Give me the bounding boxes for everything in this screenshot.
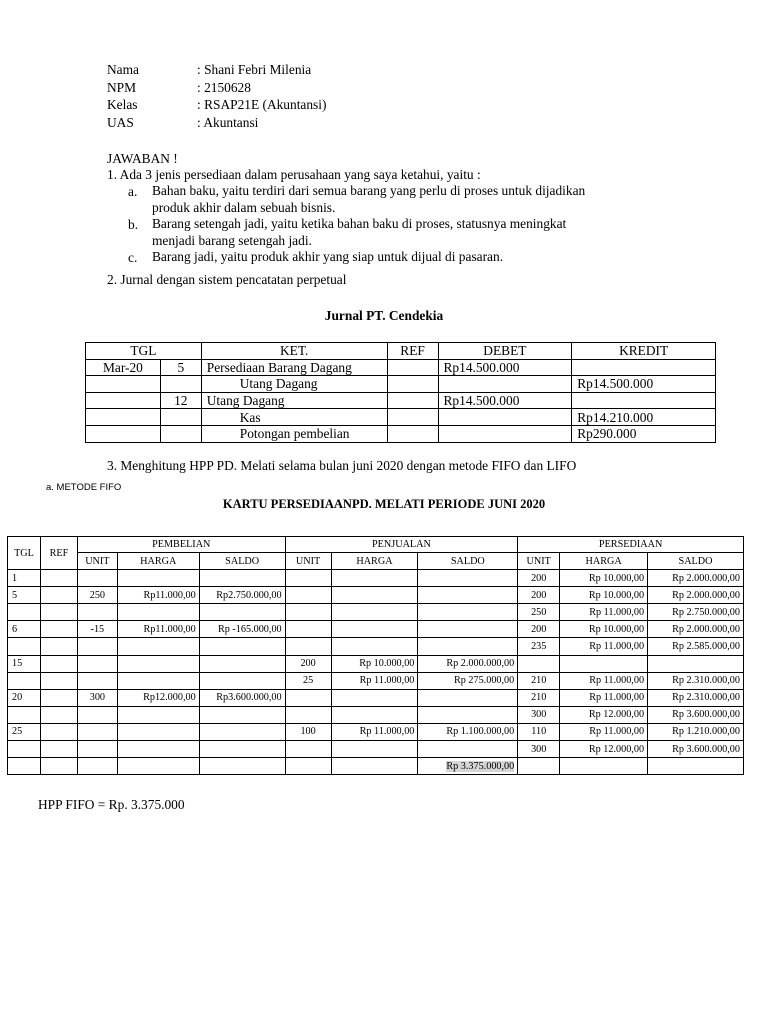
card-cell-buy-unit: 250 <box>77 587 117 604</box>
journal-cell-day <box>160 409 201 426</box>
card-row <box>8 570 744 587</box>
card-cell-ref <box>40 706 77 723</box>
card-cell-stock-saldo: Rp 2.310.000,00 <box>648 672 744 689</box>
card-header-tgl: TGL <box>8 537 41 570</box>
card-cell-stock-unit: 110 <box>518 723 560 740</box>
card-header-pembelian: PEMBELIAN <box>77 537 285 553</box>
card-cell-sell-harga: Rp 11.000,00 <box>331 672 418 689</box>
journal-cell-month <box>86 409 161 426</box>
card-cell-buy-harga <box>117 570 199 587</box>
card-cell-sell-unit <box>285 621 331 638</box>
journal-cell-day: 12 <box>160 392 201 409</box>
journal-header-debet: DEBET <box>438 343 572 360</box>
card-cell-sell-saldo <box>418 638 518 655</box>
identity-block <box>107 61 326 131</box>
card-cell-buy-unit <box>77 570 117 587</box>
journal-header-row <box>86 343 716 360</box>
card-cell-sell-harga <box>331 689 418 706</box>
card-cell-stock-saldo: Rp 2.310.000,00 <box>648 689 744 706</box>
card-row <box>8 604 744 621</box>
card-cell-stock-unit <box>518 758 560 775</box>
answer-item-marker: c. <box>128 250 138 265</box>
card-cell-buy-saldo <box>199 706 285 723</box>
card-cell-sell-saldo <box>418 621 518 638</box>
identity-value: : Akuntansi <box>197 114 259 130</box>
card-cell-buy-unit <box>77 706 117 723</box>
card-cell-stock-harga <box>560 758 648 775</box>
card-cell-sell-unit: 25 <box>285 672 331 689</box>
card-cell-buy-saldo <box>199 723 285 740</box>
card-cell-sell-saldo <box>418 587 518 604</box>
journal-cell-ref <box>387 359 438 376</box>
card-cell-sell-saldo <box>418 689 518 706</box>
journal-cell-kredit: Rp14.500.000 <box>572 376 716 393</box>
answer-item-text: Bahan baku, yaitu terdiri dari semua barang yang perlu di proses untuk dijadikan produk akhir dalam sebuah bisnis. <box>152 183 586 215</box>
card-cell-sell-unit <box>285 604 331 621</box>
card-cell-buy-unit <box>77 655 117 672</box>
card-cell-sell-harga: Rp 11.000,00 <box>331 723 418 740</box>
card-cell-ref <box>40 655 77 672</box>
journal-cell-debet <box>438 425 572 442</box>
answer-item <box>128 216 627 249</box>
identity-value: : RSAP21E (Akuntansi) <box>197 97 327 113</box>
card-cell-buy-unit <box>77 604 117 621</box>
card-cell-tgl <box>8 638 41 655</box>
card-header-unit: UNIT <box>518 553 560 570</box>
card-cell-sell-saldo <box>418 604 518 621</box>
answer-item-text: Barang jadi, yaitu produk akhir yang siap untuk dijual di pasaran. <box>152 249 504 264</box>
card-cell-stock-harga: Rp 12.000,00 <box>560 706 648 723</box>
card-cell-tgl <box>8 706 41 723</box>
journal-cell-month <box>86 425 161 442</box>
card-cell-stock-harga: Rp 11.000,00 <box>560 689 648 706</box>
card-header-unit: UNIT <box>77 553 117 570</box>
journal-header-ref: REF <box>387 343 438 360</box>
card-cell-buy-saldo <box>199 758 285 775</box>
journal-cell-ket: Utang Dagang <box>201 376 387 393</box>
card-header-penjualan: PENJUALAN <box>285 537 518 553</box>
identity-row <box>107 61 326 79</box>
card-row <box>8 723 744 740</box>
card-cell-ref <box>40 621 77 638</box>
card-cell-stock-harga: Rp 10.000,00 <box>560 621 648 638</box>
card-cell-stock-saldo: Rp 2.000.000,00 <box>648 570 744 587</box>
journal-title: Jurnal PT. Cendekia <box>324 308 444 323</box>
card-cell-sell-unit <box>285 689 331 706</box>
journal-row <box>86 409 716 426</box>
card-cell-buy-saldo <box>199 638 285 655</box>
card-cell-buy-saldo: Rp -165.000,00 <box>199 621 285 638</box>
identity-row <box>107 114 326 132</box>
card-cell-stock-harga: Rp 10.000,00 <box>560 587 648 604</box>
journal-cell-ket: Potongan pembelian <box>201 425 387 442</box>
card-header-saldo: SALDO <box>648 553 744 570</box>
identity-value: : 2150628 <box>197 79 251 95</box>
card-row <box>8 672 744 689</box>
card-header-ref: REF <box>40 537 77 570</box>
card-cell-sell-harga <box>331 741 418 758</box>
journal-cell-ket: Persediaan Barang Dagang <box>201 359 387 376</box>
card-cell-stock-unit: 300 <box>518 741 560 758</box>
card-cell-buy-harga <box>117 758 199 775</box>
card-cell-buy-unit <box>77 723 117 740</box>
card-cell-ref <box>40 570 77 587</box>
card-cell-sell-unit <box>285 638 331 655</box>
card-cell-buy-harga <box>117 723 199 740</box>
card-cell-buy-saldo <box>199 570 285 587</box>
card-cell-stock-saldo: Rp 2.000.000,00 <box>648 621 744 638</box>
journal-cell-day: 5 <box>160 359 201 376</box>
card-row <box>8 655 744 672</box>
card-cell-sell-unit <box>285 587 331 604</box>
card-row <box>8 689 744 706</box>
card-header-harga: HARGA <box>331 553 418 570</box>
card-cell-stock-unit: 300 <box>518 706 560 723</box>
card-cell-ref <box>40 672 77 689</box>
inventory-card-title: KARTU PERSEDIAANPD. MELATI PERIODE JUNI 2020 <box>222 497 546 511</box>
identity-value: : Shani Febri Milenia <box>197 62 312 77</box>
journal-header-kredit: KREDIT <box>572 343 716 360</box>
journal-row <box>86 425 716 442</box>
card-cell-stock-saldo: Rp 2.000.000,00 <box>648 587 744 604</box>
journal-header-tgl: TGL <box>86 343 202 360</box>
answer-item-text: Barang setengah jadi, yaitu ketika bahan baku di proses, statusnya meningkat menjadi barang setengah jadi. <box>152 216 567 248</box>
card-row <box>8 638 744 655</box>
journal-cell-ref <box>387 376 438 393</box>
journal-cell-kredit <box>572 392 716 409</box>
card-cell-buy-harga: Rp12.000,00 <box>117 689 199 706</box>
journal-cell-day <box>160 425 201 442</box>
journal-row <box>86 359 716 376</box>
card-cell-buy-harga: Rp11.000,00 <box>117 621 199 638</box>
card-cell-stock-harga: Rp 11.000,00 <box>560 604 648 621</box>
journal-cell-debet: Rp14.500.000 <box>438 392 572 409</box>
card-cell-buy-unit <box>77 638 117 655</box>
card-cell-buy-saldo <box>199 604 285 621</box>
card-cell-buy-saldo: Rp2.750.000,00 <box>199 587 285 604</box>
card-cell-sell-unit <box>285 570 331 587</box>
card-cell-sell-harga <box>331 604 418 621</box>
card-cell-tgl: 20 <box>8 689 41 706</box>
journal-table <box>85 342 716 443</box>
journal-cell-debet <box>438 409 572 426</box>
card-cell-stock-saldo: Rp 2.750.000,00 <box>648 604 744 621</box>
answer-item <box>128 183 627 216</box>
card-cell-tgl: 25 <box>8 723 41 740</box>
card-cell-buy-unit: 300 <box>77 689 117 706</box>
journal-cell-month: Mar-20 <box>86 359 161 376</box>
card-cell-buy-unit <box>77 741 117 758</box>
card-cell-buy-harga <box>117 741 199 758</box>
answer-heading: JAWABAN ! <box>107 151 178 166</box>
card-cell-stock-unit: 200 <box>518 587 560 604</box>
card-cell-sell-harga <box>331 570 418 587</box>
card-cell-sell-saldo <box>418 570 518 587</box>
journal-cell-day <box>160 376 201 393</box>
card-header-saldo: SALDO <box>199 553 285 570</box>
card-cell-sell-unit: 200 <box>285 655 331 672</box>
card-cell-sell-saldo: Rp 275.000,00 <box>418 672 518 689</box>
identity-key: Nama <box>107 62 139 77</box>
card-cell-sell-unit <box>285 758 331 775</box>
card-cell-ref <box>40 723 77 740</box>
card-cell-sell-saldo: Rp 2.000.000,00 <box>418 655 518 672</box>
journal-cell-month <box>86 376 161 393</box>
question-1-text: 1. Ada 3 jenis persediaan dalam perusahaan yang saya ketahui, yaitu : <box>107 167 481 182</box>
card-cell-buy-harga <box>117 638 199 655</box>
card-cell-sell-saldo <box>418 741 518 758</box>
card-cell-ref <box>40 689 77 706</box>
card-header-persediaan: PERSEDIAAN <box>518 537 744 553</box>
card-row <box>8 758 744 775</box>
question-1 <box>107 166 627 266</box>
inventory-card-table <box>7 536 744 775</box>
hpp-fifo-result: HPP FIFO = Rp. 3.375.000 <box>38 797 185 812</box>
card-cell-stock-unit: 200 <box>518 570 560 587</box>
journal-cell-kredit <box>572 359 716 376</box>
card-cell-sell-harga <box>331 587 418 604</box>
hpp-total-cell: Rp 3.375.000,00 <box>446 760 515 772</box>
card-cell-buy-saldo <box>199 672 285 689</box>
journal-cell-debet <box>438 376 572 393</box>
card-cell-stock-saldo <box>648 655 744 672</box>
card-cell-stock-harga: Rp 11.000,00 <box>560 638 648 655</box>
card-row <box>8 587 744 604</box>
card-cell-sell-harga <box>331 758 418 775</box>
card-cell-ref <box>40 587 77 604</box>
card-cell-sell-saldo <box>418 706 518 723</box>
card-cell-tgl <box>8 758 41 775</box>
card-row <box>8 741 744 758</box>
card-cell-tgl <box>8 672 41 689</box>
card-cell-ref <box>40 638 77 655</box>
card-cell-tgl: 5 <box>8 587 41 604</box>
card-cell-tgl <box>8 741 41 758</box>
card-sub-header-row <box>8 553 744 570</box>
card-cell-stock-unit: 210 <box>518 689 560 706</box>
card-cell-tgl: 1 <box>8 570 41 587</box>
identity-row <box>107 96 326 114</box>
card-row <box>8 621 744 638</box>
journal-cell-ket: Utang Dagang <box>201 392 387 409</box>
card-cell-buy-harga <box>117 655 199 672</box>
journal-cell-ket: Kas <box>201 409 387 426</box>
card-header-harga: HARGA <box>117 553 199 570</box>
journal-row <box>86 392 716 409</box>
card-cell-sell-unit: 100 <box>285 723 331 740</box>
card-cell-buy-saldo <box>199 741 285 758</box>
card-cell-buy-harga <box>117 672 199 689</box>
card-cell-buy-harga: Rp11.000,00 <box>117 587 199 604</box>
card-cell-sell-harga <box>331 621 418 638</box>
answer-item-marker: b. <box>128 217 139 232</box>
card-cell-buy-unit: -15 <box>77 621 117 638</box>
card-cell-stock-unit <box>518 655 560 672</box>
fifo-method-label: a. METODE FIFO <box>46 482 122 493</box>
card-cell-buy-saldo <box>199 655 285 672</box>
card-cell-stock-harga: Rp 11.000,00 <box>560 672 648 689</box>
question-2: 2. Jurnal dengan sistem pencatatan perpetual <box>107 272 347 287</box>
card-header-saldo: SALDO <box>418 553 518 570</box>
card-cell-stock-saldo: Rp 3.600.000,00 <box>648 706 744 723</box>
card-cell-tgl: 15 <box>8 655 41 672</box>
card-cell-sell-saldo <box>418 758 518 775</box>
card-cell-ref <box>40 604 77 621</box>
card-cell-stock-saldo: Rp 2.585.000,00 <box>648 638 744 655</box>
card-cell-tgl <box>8 604 41 621</box>
card-cell-ref <box>40 758 77 775</box>
card-cell-sell-harga: Rp 10.000,00 <box>331 655 418 672</box>
card-cell-stock-harga: Rp 11.000,00 <box>560 723 648 740</box>
card-cell-sell-saldo: Rp 1.100.000,00 <box>418 723 518 740</box>
journal-cell-ref <box>387 425 438 442</box>
card-cell-stock-unit: 200 <box>518 621 560 638</box>
identity-row <box>107 79 326 97</box>
journal-cell-kredit: Rp14.210.000 <box>572 409 716 426</box>
card-header-harga: HARGA <box>560 553 648 570</box>
answer-item <box>128 249 627 266</box>
identity-key: UAS <box>107 114 134 130</box>
journal-cell-ref <box>387 392 438 409</box>
journal-cell-month <box>86 392 161 409</box>
journal-cell-kredit: Rp290.000 <box>572 425 716 442</box>
card-cell-sell-harga <box>331 638 418 655</box>
journal-cell-ref <box>387 409 438 426</box>
card-cell-buy-harga <box>117 604 199 621</box>
journal-row <box>86 376 716 393</box>
card-cell-stock-saldo: Rp 3.600.000,00 <box>648 741 744 758</box>
card-cell-buy-unit <box>77 672 117 689</box>
answer-item-marker: a. <box>128 184 138 199</box>
card-cell-stock-harga <box>560 655 648 672</box>
card-cell-stock-saldo <box>648 758 744 775</box>
card-cell-buy-saldo: Rp3.600.000,00 <box>199 689 285 706</box>
card-cell-sell-unit <box>285 706 331 723</box>
card-cell-stock-harga: Rp 12.000,00 <box>560 741 648 758</box>
card-cell-stock-unit: 210 <box>518 672 560 689</box>
identity-key: Kelas <box>107 97 138 113</box>
card-cell-stock-unit: 235 <box>518 638 560 655</box>
card-cell-stock-unit: 250 <box>518 604 560 621</box>
card-header-unit: UNIT <box>285 553 331 570</box>
card-cell-buy-unit <box>77 758 117 775</box>
journal-header-ket: KET. <box>201 343 387 360</box>
card-cell-tgl: 6 <box>8 621 41 638</box>
card-row <box>8 706 744 723</box>
card-cell-stock-saldo: Rp 1.210.000,00 <box>648 723 744 740</box>
card-cell-buy-harga <box>117 706 199 723</box>
card-cell-stock-harga: Rp 10.000,00 <box>560 570 648 587</box>
journal-cell-debet: Rp14.500.000 <box>438 359 572 376</box>
identity-key: NPM <box>107 79 137 95</box>
card-cell-sell-harga <box>331 706 418 723</box>
question-3: 3. Menghitung HPP PD. Melati selama bulan juni 2020 dengan metode FIFO dan LIFO <box>107 458 577 473</box>
card-group-header-row <box>8 537 744 553</box>
card-cell-sell-unit <box>285 741 331 758</box>
card-cell-ref <box>40 741 77 758</box>
